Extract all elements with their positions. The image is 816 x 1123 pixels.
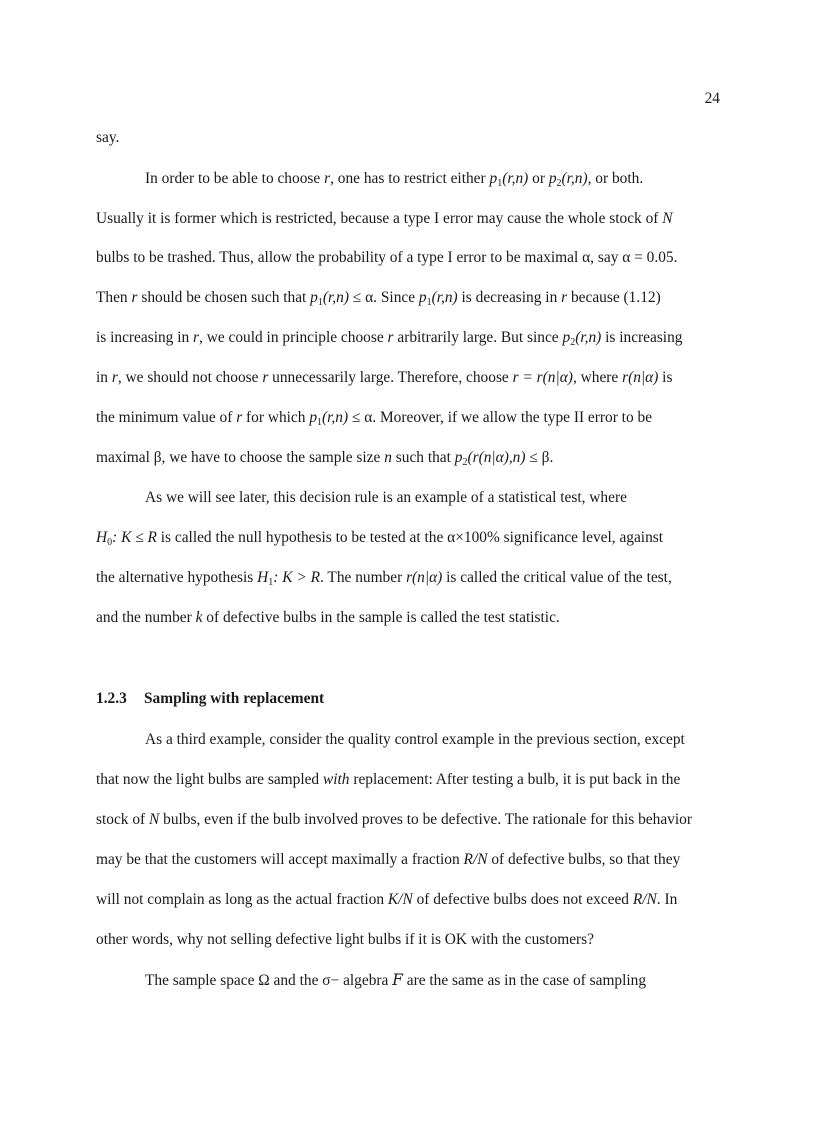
text-line: maximal β, we have to choose the sample size n such that $p_2(r(n|\alpha),n) \le \beta$. [96, 449, 554, 468]
text-line: other words, why not selling defective light bulbs if it is OK with the customers? [96, 931, 594, 948]
text-line: As we will see later, this decision rule is an example of a statistical test, where [145, 489, 627, 506]
text-line: the alternative hypothesis $H_1$: K > R. The number r(n|α) is called the critical value of the test, [96, 569, 672, 588]
text-line: and the number k of defective bulbs in the sample is called the test statistic. [96, 609, 560, 626]
text-line: bulbs to be trashed. Thus, allow the probability of a type I error to be maximal α, say α = 0.05. [96, 249, 678, 266]
section-heading [96, 690, 324, 708]
text-line: $H_0$: K ≤ R is called the null hypothesis to be tested at the α×100% significance level, against [96, 529, 664, 548]
text-line: the minimum value of r for which $p_1(r,n) \le \alpha$. Moreover, if we allow the type II error to be [96, 409, 653, 428]
text-line: Usually it is former which is restricted, because a type I error may cause the whole stock of N [96, 210, 673, 227]
text-line: say. [96, 129, 120, 146]
text-line: will not complain as long as the actual fraction K/N of defective bulbs does not exceed R/N. In [96, 891, 678, 908]
text-line: may be that the customers will accept maximally a fraction R/N of defective bulbs, so that they [96, 851, 681, 868]
text-line: that now the light bulbs are sampled with replacement: After testing a bulb, it is put back in the [96, 771, 681, 788]
page-number: 24 [704, 90, 720, 107]
section-title: Sampling with replacement [144, 690, 325, 707]
section-number: 1.2.3 [96, 690, 127, 707]
text-line: stock of N bulbs, even if the bulb involved proves to be defective. The rationale for this behavior [96, 811, 692, 828]
script-f-symbol: F [392, 971, 403, 989]
text-line: As a third example, consider the quality control example in the previous section, except [145, 731, 685, 748]
text-line: is increasing in r, we could in principle choose r arbitrarily large. But since $p_2(r,n)$ is increasing [96, 329, 683, 348]
text-line: The sample space Ω and the σ− algebra F are the same as in the case of sampling [145, 971, 647, 989]
text-line: in r, we should not choose r unnecessarily large. Therefore, choose r = r(n|α), where r(n|α) is [96, 369, 673, 386]
text-line: In order to be able to choose r, one has to restrict either $p_1(r,n)$ or $p_2(r,n)$, or both. [145, 170, 644, 189]
text-line: Then r should be chosen such that $p_1(r,n) \le \alpha$. Since $p_1(r,n)$ is decreasing in r because (1.12) [96, 289, 661, 308]
